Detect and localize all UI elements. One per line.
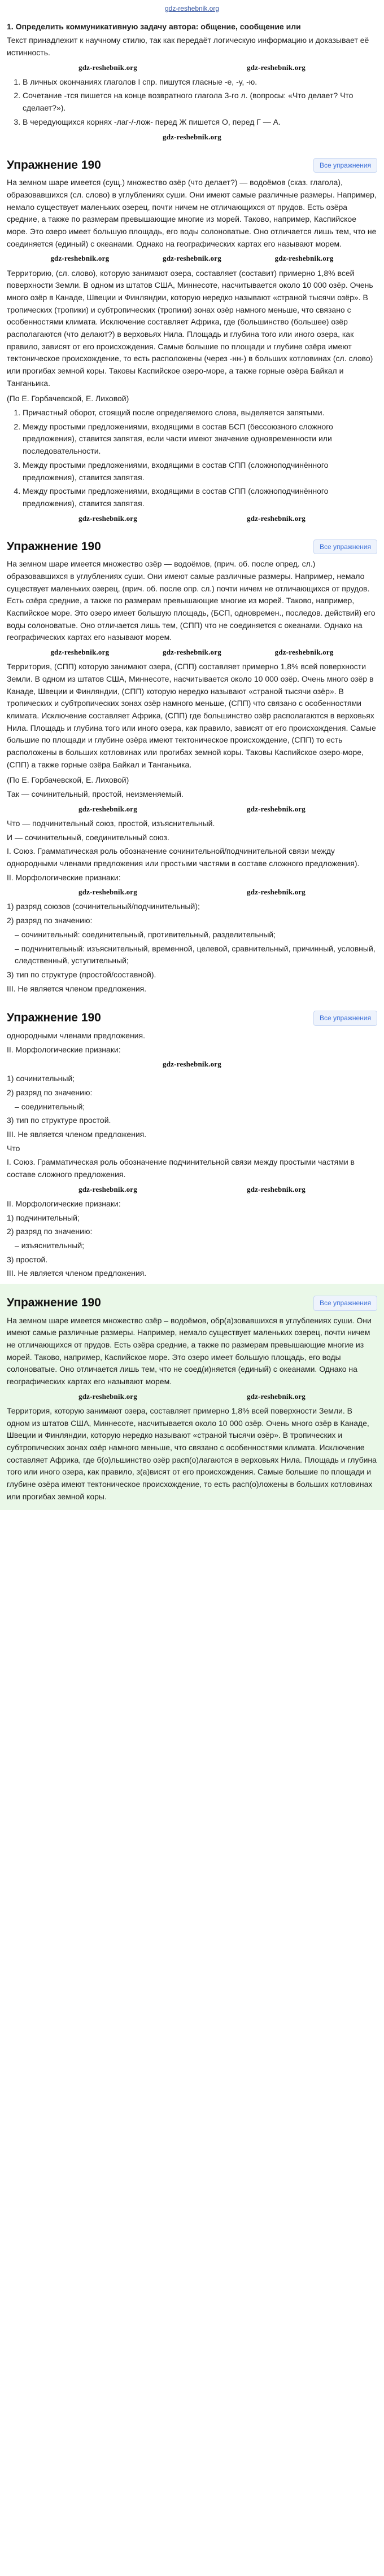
meaning-list [7, 1240, 377, 1252]
watermark: gdz-reshebnik.org [247, 1392, 306, 1401]
analysis-line: 3) простой. [7, 1254, 48, 1264]
list-item: – соединительный; [15, 1101, 377, 1113]
watermark: gdz-reshebnik.org [247, 804, 306, 813]
watermark: gdz-reshebnik.org [247, 514, 306, 523]
watermark-row [7, 1183, 377, 1196]
list-item: – сочинительный: соединительный, противительный, разделительный; [15, 929, 377, 941]
watermark-row [7, 512, 377, 525]
exercise-header [7, 1294, 377, 1313]
text-source: (По Е. Горбачевской, Е. Лиховой) [7, 394, 129, 403]
all-exercises-button[interactable]: Все упражнения [313, 539, 377, 555]
analysis-line: 2) разряд по значению: [7, 1227, 93, 1236]
analysis-line: 2) разряд по значению: [7, 916, 93, 925]
list-item: – изъяснительный; [15, 1240, 377, 1252]
analysis-line: II. Морфологические признаки: [7, 1045, 121, 1054]
exercise-title: Упражнение 190 [7, 1011, 101, 1025]
all-exercises-button[interactable]: Все упражнения [313, 1296, 377, 1311]
analysis-line: Так — сочинительный, простой, неизменяемый. [7, 789, 184, 799]
meaning-list [7, 1101, 377, 1113]
all-exercises-button[interactable]: Все упражнения [313, 1011, 377, 1026]
watermark-row [7, 802, 377, 816]
watermark: gdz-reshebnik.org [78, 514, 137, 523]
exercise-paragraph: Территория, которую занимают озера, составляет примерно 1,8% всей поверхности Земли. В одном из штатов США, Миннесоте, насчитывается около 10 000 озёр. Очень много озёр в Канаде, Швеции и Финляндии, которую нередко называют «страной тысячи озёр». В тропических и субтропических зонах озёр намного меньше, что связано с особенностями климата. Исключение составляет Африка, где б(о)льшинство озёр расп(о)лагаются в верховьях Нила. Площадь и глубина того или иного озера, как правило, з(а)висят от его происхождения. Самые большие по площади и глубине озёра имеют тектоническое происхождение, то есть расп(о)ложены в больших котловинах или прогибах земной коры. [7, 1406, 377, 1501]
punctuation-rules-list [7, 407, 377, 510]
watermark-row [7, 885, 377, 899]
watermark: gdz-reshebnik.org [78, 1392, 137, 1401]
analysis-line: III. Не является членом предложения. [7, 984, 147, 993]
watermark: gdz-reshebnik.org [50, 648, 110, 657]
task-section [5, 16, 379, 146]
analysis-line: I. Союз. Грамматическая роль обозначение подчинительной связи между простыми частями в составе сложного предложения. [7, 1157, 355, 1179]
watermark: gdz-reshebnik.org [78, 888, 137, 897]
exercise-title: Упражнение 190 [7, 1296, 101, 1310]
exercise-paragraph: На земном шаре имеется множество озёр — водоёмов, (прич. об. после опред. сл.) образовавшихся в углублениях суши. Они имеют самые различные размеры. Например, немало существует маленьких озерец, (прич. об. после опр. сл.) почти ничем не отличающихся от прудов. Есть озёра средние, а также по размерам превышающие многие из морей. Таково, например, Каспийское море. Это озеро имеет большую площадь, (БСП, одновремен., последов. действий) его воды солоноватые. Оно отличается лишь тем, (СПП) что не соединяется с океанами. Однако на географических картах его называют морем. [7, 559, 376, 642]
exercise-section-3 [5, 999, 379, 1284]
analysis-line: 3) тип по структуре (простой/составной). [7, 969, 156, 979]
analysis-line: II. Морфологические признаки: [7, 872, 121, 882]
watermark: gdz-reshebnik.org [247, 1184, 306, 1193]
watermark-row [7, 61, 377, 74]
watermark-row [7, 1390, 377, 1403]
task-rules-list [7, 76, 377, 129]
conjunction-types-list [7, 929, 377, 967]
watermark: gdz-reshebnik.org [50, 254, 110, 263]
watermark: gdz-reshebnik.org [163, 254, 221, 263]
list-item: 2. Сочетание -тся пишется на конце возвратного глагола 3-го л. (вопросы: «Что делает? Что сделает?»). [23, 90, 377, 114]
site-domain-link[interactable]: gdz-reshebnik.org [164, 5, 220, 12]
analysis-line: Что — подчинительный союз, простой, изъяснительный. [7, 818, 215, 828]
task-intro: Текст принадлежит к научному стилю, так как передаёт логическую информацию и доказывает её истинность. [7, 36, 369, 57]
watermark: gdz-reshebnik.org [247, 63, 306, 72]
watermark: gdz-reshebnik.org [78, 63, 137, 72]
watermark: gdz-reshebnik.org [163, 132, 221, 141]
analysis-line: II. Морфологические признаки: [7, 1199, 121, 1208]
analysis-line: 1) сочинительный; [7, 1074, 75, 1083]
analysis-line: 3) тип по структуре простой. [7, 1116, 111, 1125]
exercise-section-4 [0, 1284, 384, 1510]
exercise-title: Упражнение 190 [7, 158, 101, 172]
exercise-header [7, 1009, 377, 1028]
task-question: 1. Определить коммуникативную задачу автора: общение, сообщение или [7, 21, 301, 31]
analysis-line: И — сочинительный, соединительный союз. [7, 832, 169, 842]
analysis-line: 1) подчинительный; [7, 1213, 80, 1222]
analysis-line: 1) разряд союзов (сочинительный/подчинительный); [7, 902, 200, 911]
list-item: 3. В чередующихся корнях -лаг-/-лож- перед Ж пишется О, перед Г — А. [23, 116, 377, 129]
watermark: gdz-reshebnik.org [78, 1184, 137, 1193]
exercise-section-1 [5, 146, 379, 528]
watermark-row [7, 252, 377, 265]
list-item: 1. Причастный оборот, стоящий после определяемого слова, выделяется запятыми. [23, 407, 377, 419]
list-item: 4. Между простыми предложениями, входящими в состав СПП (сложноподчинённого предложения), ставится запятая. [23, 485, 377, 510]
exercise-section-2 [5, 528, 379, 999]
watermark-row [7, 130, 377, 144]
watermark: gdz-reshebnik.org [163, 648, 221, 657]
watermark: gdz-reshebnik.org [247, 888, 306, 897]
analysis-line: III. Не является членом предложения. [7, 1269, 147, 1278]
list-item: 3. Между простыми предложениями, входящими в состав СПП (сложноподчинённого предложения), ставится запятая. [23, 459, 377, 484]
analysis-line: Что [7, 1143, 20, 1153]
list-item: – подчинительный: изъяснительный, временной, целевой, сравнительный, причинный, условный, следственный, уступительный; [15, 943, 377, 967]
all-exercises-button[interactable]: Все упражнения [313, 158, 377, 173]
text-source: (По Е. Горбачевской, Е. Лиховой) [7, 775, 129, 785]
list-item: 1. В личных окончаниях глаголов I спр. пишутся гласные -е, -у, -ю. [23, 76, 377, 89]
exercise-header [7, 538, 377, 556]
exercise-paragraph: На земном шаре имеется (сущ.) множество озёр (что делает?) — водоёмов (сказ. глагола), образовавшихся (сл. слово) в углублениях суши. Они имеют самые различные размеры. Например, немало существует маленьких озерец, почти ничем не отличающихся от прудов. Есть озёра средние, а также по размерам превышающие многие из морей. Таково, например, Каспийское море. Это озеро имеет большую площадь, его воды солоноватые. Оно отличается лишь тем, что не соединяется (единый) с океанами. Однако на географических картах его называют морем. [7, 178, 377, 248]
exercise-paragraph: Территория, (СПП) которую занимают озера, (СПП) составляет примерно 1,8% всей поверхности Земли. В одном из штатов США, Миннесоте, насчитывается около 10 000 озёр. Очень много озёр в Канаде, Швеции и Финляндии, (СПП) которую нередко называют «страной тысячи озёр». В тропических и субтропических зонах озёр намного меньше, (СПП) что связано с особенностями климата. Исключение составляет Африка, (СПП) где большинство озёр располагаются в верховьях Нила. Площадь и глубина того или иного озера, как правило, зависят от его происхождения. Самые большие по площади и глубине озёра имеют тектоническое происхождение, (СПП) то есть расположены в больших котловинах или прогибах земной коры. Таковы Каспийское озеро-море, (СПП) а также горные озёра Байкал и Танганьика. [7, 662, 376, 769]
exercise-header [7, 156, 377, 175]
analysis-line: I. Союз. Грамматическая роль обозначение сочинительной/подчинительной связи между однородными членами предложения или простыми частями в составе сложного предложения). [7, 846, 360, 868]
exercise-paragraph: На земном шаре имеется множество озёр – водоёмов, обр(а)зовавшихся в углублениях суши. Они имеют самые различные размеры. Например, немало существует маленьких озерец, почти ничем не отличающихся от прудов. Есть озёра средние, а также по размерам превышающие многие из морей. Таково, например, Каспийское море. Это озеро имеет большую площадь, его воды солоноватые. Оно отличается лишь тем, что не соед(и)няется (единый) с океанами. Однако на географических картах его называют морем. [7, 1315, 372, 1386]
exercise-paragraph: Территорию, (сл. слово), которую занимают озера, составляет (составит) примерно 1,8% всей поверхности Земли. В одном из штатов США, Миннесоте, насчитывается около 10 000 озёр. Очень много озёр в Канаде, Швеции и Финляндии, которую нередко называют «страной тысячи озёр». В тропических (тропики) и субтропических (тропики) зонах озёр намного меньше, что связано с особенностями климата. Исключение составляет Африка, где (большинство (большее) озёр располагаются (что делают?) в верховьях Нила. Площадь и глубина того или иного озера, как правило, зависят от его происхождения. Самые большие по площади и глубине озёра имеют тектоническое происхождение, то есть расположены (через -нн-) в больших котловинах (сл. слово) или прогибах земной коры. Таковы Каспийское озеро-море, а также горные озёра Байкал и Танганьика. [7, 268, 373, 388]
watermark: gdz-reshebnik.org [274, 254, 334, 263]
watermark: gdz-reshebnik.org [78, 804, 137, 813]
analysis-line: однородными членами предложения. [7, 1030, 145, 1040]
watermark: gdz-reshebnik.org [163, 1060, 221, 1069]
analysis-line: 2) разряд по значению: [7, 1088, 93, 1098]
watermark-row [7, 646, 377, 659]
exercise-title: Упражнение 190 [7, 539, 101, 553]
list-item: 2. Между простыми предложениями, входящими в состав БСП (бессоюзного сложного предложения), ставится запятая, если части имеют значение одновременности или последовательности. [23, 421, 377, 458]
analysis-line: III. Не является членом предложения. [7, 1130, 147, 1139]
watermark: gdz-reshebnik.org [274, 648, 334, 657]
watermark-row [7, 1057, 377, 1071]
